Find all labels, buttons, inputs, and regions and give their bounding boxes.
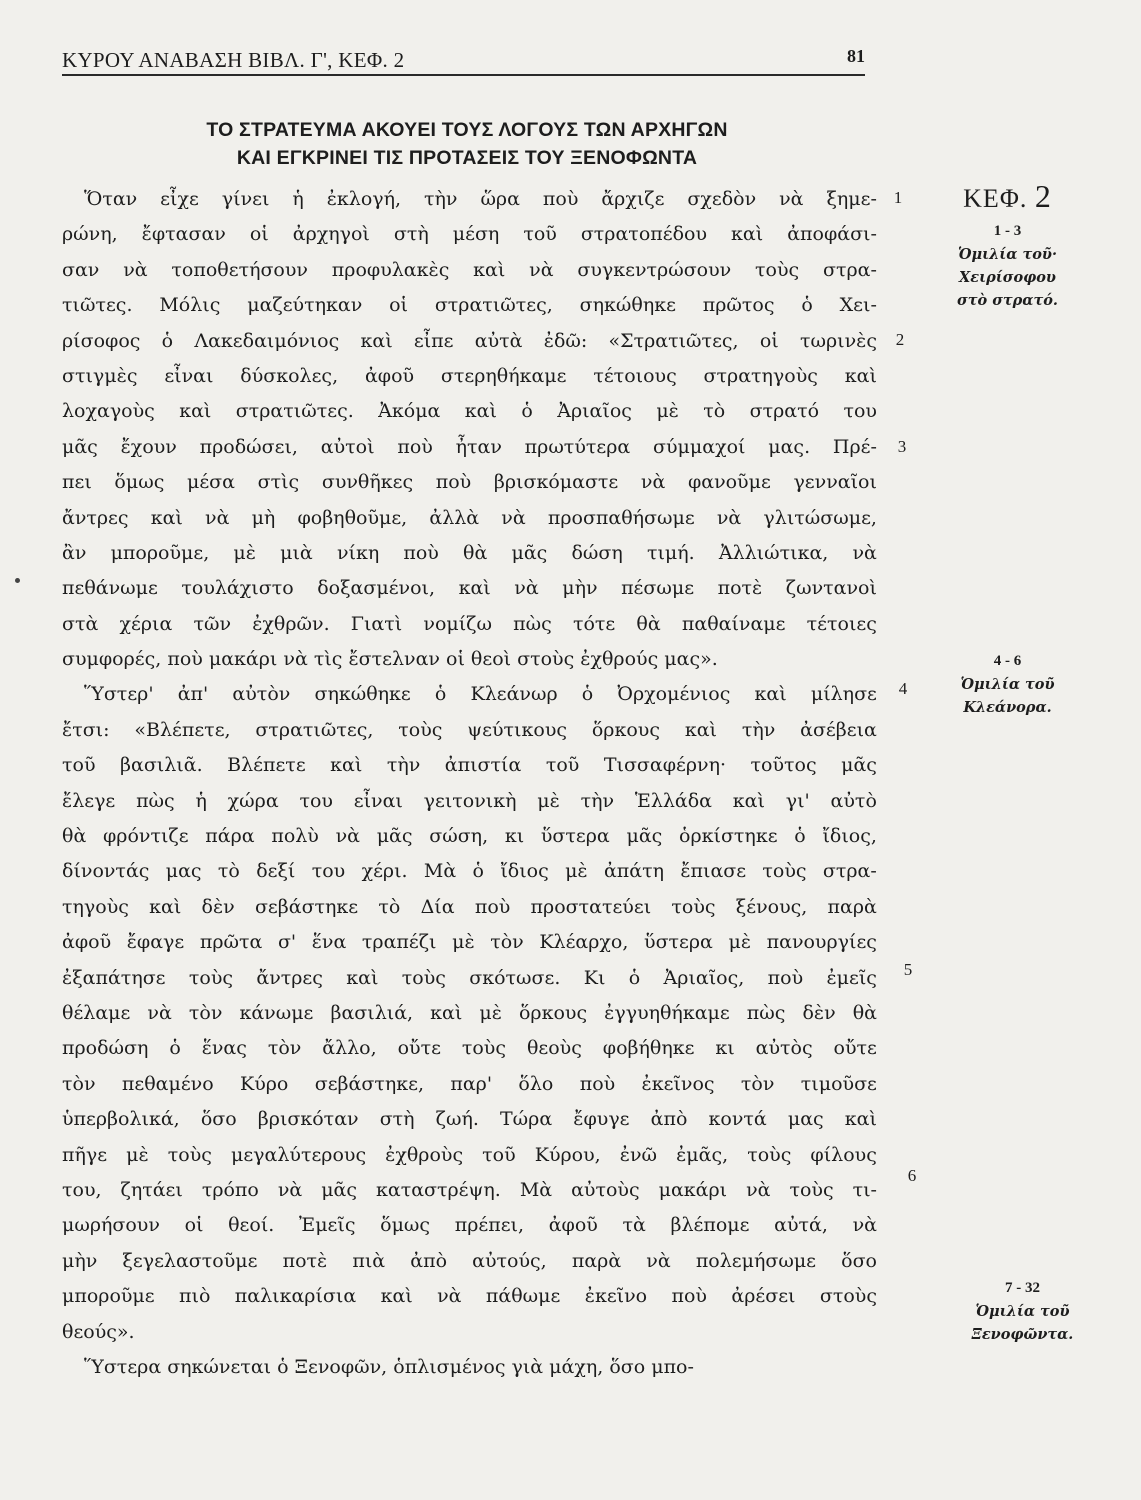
text-line: μὴν ξεγελαστοῦμε ποτὲ πιὰ ἀπὸ αὐτούς, παρὰ νὰ πολεμήσωμε ὅσο: [62, 1249, 877, 1272]
body-text: [62, 182, 877, 1385]
text-line: ἂν μποροῦμε, μὲ μιὰ νίκη ποὺ θὰ μᾶς δώση τιμή. Ἀλλιώτικα, νὰ: [62, 541, 877, 564]
text-line: του, ζητάει τρόπο νὰ μᾶς καταστρέψη. Μὰ αὐτοὺς μακάρι νὰ τοὺς τι-: [62, 1178, 877, 1201]
margin-note-1-3: [920, 180, 1095, 312]
text-line: τιῶτες. Μόλις μαζεύτηκαν οἱ στρατιῶτες, σηκώθηκε πρῶτος ὁ Χει-: [62, 294, 877, 317]
margin-note-4-6: [920, 645, 1095, 719]
text-line: στιγμὲς εἶναι δύσκολες, ἀφοῦ στερηθήκαμε τέτοιους στρατηγοὺς καὶ: [62, 364, 877, 387]
text-line: πεθάνωμε τουλάχιστο δοξασμένοι, καὶ νὰ μὴν πέσωμε ποτὲ ζωντανοὶ: [62, 577, 877, 600]
text-line: ἔλεγε πὼς ἡ χώρα του εἶναι γειτονικὴ μὲ τὴν Ἑλλάδα καὶ γι' αὐτὸ: [62, 789, 877, 812]
margin-range: 1 - 3: [993, 223, 1022, 239]
running-header: [62, 44, 865, 76]
text-line: μποροῦμε πιὸ παλικαρίσια καὶ νὰ πάθωμε ἐκεῖνο ποὺ ἀρέσει στοὺς: [62, 1285, 877, 1308]
text-line: θεούς».: [62, 1320, 135, 1343]
text-line: συμφορές, ποὺ μακάρι νὰ τὶς ἔστελναν οἱ θεοὶ στοὺς ἐχθρούς μας».: [62, 648, 718, 671]
text-line: δίνοντάς μας τὸ δεξί του χέρι. Μὰ ὁ ἴδιος μὲ ἀπάτη ἔπιασε τοὺς στρα-: [62, 860, 877, 883]
heading-line: ΤΟ ΣΤΡΑΤΕΥΜΑ ΑΚΟΥΕΙ ΤΟΥΣ ΛΟΓΟΥΣ ΤΩΝ ΑΡΧΗΓΩΝ: [206, 119, 728, 141]
text-line: μωρήσουν οἱ θεοί. Ἐμεῖς ὅμως πρέπει, ἀφοῦ τὰ βλέπομε αὐτά, νὰ: [62, 1214, 877, 1237]
running-title: ΚΥΡΟΥ ΑΝΑΒΑΣΗ ΒΙΒΛ. Γ', ΚΕΦ. 2: [62, 48, 405, 72]
margin-range: 4 - 6: [993, 653, 1022, 669]
margin-note-line: Χειρίσοφου: [959, 269, 1056, 286]
page-number: 81: [847, 46, 865, 66]
chapter-number: 2: [1034, 178, 1052, 214]
text-line: μᾶς ἔχουν προδώσει, αὐτοὶ ποὺ ἦταν πρωτύτερα σύμμαχοί μας. Πρέ-: [62, 435, 877, 458]
section-heading: [62, 116, 872, 172]
margin-note-line: Ξενοφῶντα.: [971, 1326, 1074, 1343]
text-line: ἀφοῦ ἔφαγε πρῶτα σ' ἕνα τραπέζι μὲ τὸν Κλέαρχο, ὕστερα μὲ πανουργίες: [62, 931, 877, 954]
heading-line: ΚΑΙ ΕΓΚΡΙΝΕΙ ΤΙΣ ΠΡΟΤΑΣΕΙΣ ΤΟΥ ΞΕΝΟΦΩΝΤΑ: [236, 147, 698, 169]
margin-range: 7 - 32: [1005, 1280, 1040, 1296]
text-line: θέλαμε νὰ τὸν κάνωμε βασιλιά, καὶ μὲ ὅρκους ἐγγυηθήκαμε πὼς δὲν θὰ: [62, 1001, 877, 1024]
text-line: Ὕστερ' ἀπ' αὐτὸν σηκώθηκε ὁ Κλεάνωρ ὁ Ὀρχομένιος καὶ μίλησε: [84, 683, 877, 706]
text-line: ἐξαπάτησε τοὺς ἄντρες καὶ τοὺς σκότωσε. Κι ὁ Ἀριαῖος, ποὺ ἐμεῖς: [62, 966, 877, 989]
margin-note-line: Ὁμιλία τοῦ·: [957, 246, 1058, 263]
text-line: τοῦ βασιλιᾶ. Βλέπετε καὶ τὴν ἀπιστία τοῦ Τισσαφέρνη· τοῦτος μᾶς: [62, 754, 877, 777]
text-line: ρίσοφος ὁ Λακεδαιμόνιος καὶ εἶπε αὐτὰ ἐδῶ: «Στρατιῶτες, οἱ τωρινὲς: [62, 329, 877, 352]
text-line: ὑπερβολικά, ὅσο βρισκόταν στὴ ζωή. Τώρα ἔφυγε ἀπὸ κοντά μας καὶ: [62, 1108, 877, 1131]
text-line: πῆγε μὲ τοὺς μεγαλύτερους ἐχθροὺς τοῦ Κύρου, ἐνῶ ἐμᾶς, τοὺς φίλους: [62, 1143, 877, 1166]
text-line: τηγοὺς καὶ δὲν σεβάστηκε τὸ Δία ποὺ προστατεύει τοὺς ξένους, παρὰ: [62, 895, 877, 918]
section-number: 2: [895, 330, 905, 349]
text-line: θὰ φρόντιζε πάρα πολὺ νὰ μᾶς σώση, κι ὕστερα μᾶς ὁρκίστηκε ὁ ἴδιος,: [62, 825, 877, 848]
text-line: τὸν πεθαμένο Κύρο σεβάστηκε, παρ' ὅλο ποὺ ἐκεῖνος τὸν τιμοῦσε: [62, 1072, 877, 1095]
section-number: 1: [893, 188, 903, 207]
margin-note-line: στὸ στρατό.: [957, 292, 1058, 309]
margin-note-line: Κλεάνορα.: [963, 699, 1052, 716]
text-line: ἔτσι: «Βλέπετε, στρατιῶτες, τοὺς ψεύτικους ὅρκους καὶ τὴν ἀσέβεια: [62, 718, 877, 741]
text-line: Ὕστερα σηκώνεται ὁ Ξενοφῶν, ὁπλισμένος γιὰ μάχη, ὅσο μπο-: [84, 1355, 694, 1378]
section-number: 4: [898, 679, 908, 698]
text-line: λοχαγοὺς καὶ στρατιῶτες. Ἀκόμα καὶ ὁ Ἀριαῖος μὲ τὸ στρατό του: [62, 400, 877, 423]
text-line: ἄντρες καὶ νὰ μὴ φοβηθοῦμε, ἀλλὰ νὰ προσπαθήσωμε νὰ γλιτώσωμε,: [62, 506, 877, 529]
text-line: προδώση ὁ ἕνας τὸν ἄλλο, οὔτε τοὺς θεοὺς φοβήθηκε κι αὐτὸς οὔτε: [62, 1037, 877, 1060]
margin-note-7-32: [935, 1272, 1110, 1346]
margin-note-line: Ὁμιλία τοῦ: [960, 676, 1055, 693]
section-number: 3: [897, 437, 907, 456]
print-speck: [15, 578, 20, 583]
text-line: στὰ χέρια τῶν ἐχθρῶν. Γιατὶ νομίζω πὼς τότε θὰ παθαίναμε τέτοιες: [62, 612, 877, 635]
text-line: Ὅταν εἶχε γίνει ἡ ἐκλογή, τὴν ὥρα ποὺ ἄρχιζε σχεδὸν νὰ ξημε-: [84, 188, 877, 210]
section-number: 6: [907, 1166, 917, 1185]
text-line: σαν νὰ τοποθετήσουν προφυλακὲς καὶ νὰ συγκεντρώσουν τοὺς στρα-: [62, 258, 877, 281]
text-line: ρώνη, ἔφτασαν οἱ ἀρχηγοὶ στὴ μέση τοῦ στρατοπέδου καὶ ἀποφάσι-: [62, 223, 877, 246]
chapter-label: ΚΕΦ. 2: [963, 178, 1052, 214]
text-line: πει ὅμως μέσα στὶς συνθῆκες ποὺ βρισκόμαστε νὰ φανοῦμε γενναῖοι: [62, 471, 877, 494]
section-number: 5: [903, 960, 913, 979]
margin-note-line: Ὁμιλία τοῦ: [975, 1303, 1070, 1320]
